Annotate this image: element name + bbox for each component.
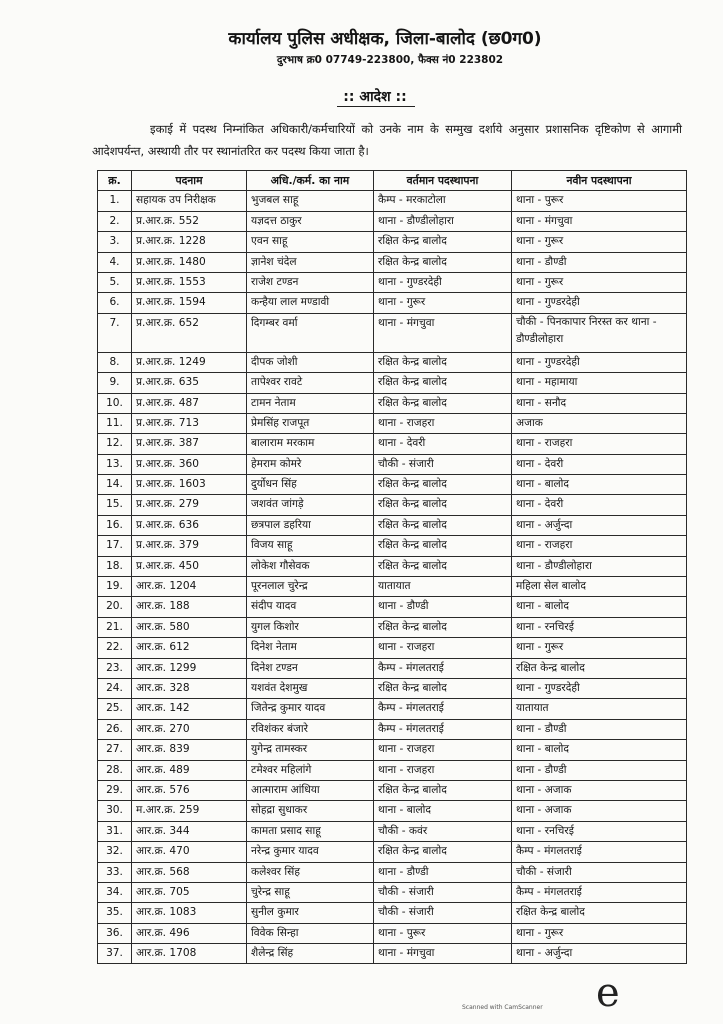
cell-current-posting: रक्षित केन्द्र बालोद: [374, 393, 512, 413]
cell-serial: 30.: [98, 801, 132, 821]
col-header-current-posting: वर्तमान पदस्थापना: [374, 171, 512, 191]
table-row: [98, 882, 687, 902]
cell-designation: प्र.आर.क्र. 1228: [132, 232, 247, 252]
table-row: [98, 862, 687, 882]
cell-name: हेमराम कोमरे: [247, 454, 374, 474]
cell-name: राजेश टण्डन: [247, 272, 374, 292]
cell-current-posting: थाना - राजहरा: [374, 760, 512, 780]
cell-name: सुनील कुमार: [247, 903, 374, 923]
cell-name: एवन साहू: [247, 232, 374, 252]
cell-serial: 8.: [98, 352, 132, 372]
table-row: [98, 272, 687, 292]
contact-line: दुरभाष क्र0 07749-223800, फैक्स नं0 223802: [276, 54, 504, 66]
table-row: [98, 313, 687, 352]
cell-current-posting: चौकी - कवंर: [374, 821, 512, 841]
cell-name: यज्ञदत्त ठाकुर: [247, 211, 374, 231]
table-row: [98, 232, 687, 252]
cell-designation: प्र.आर.क्र. 379: [132, 536, 247, 556]
cell-current-posting: रक्षित केन्द्र बालोद: [374, 556, 512, 576]
cell-serial: 33.: [98, 862, 132, 882]
cell-designation: आर.क्र. 489: [132, 760, 247, 780]
cell-serial: 5.: [98, 272, 132, 292]
cell-serial: 4.: [98, 252, 132, 272]
cell-serial: 31.: [98, 821, 132, 841]
order-heading: :: आदेश ::: [343, 89, 407, 105]
cell-new-posting: थाना - राजहरा: [512, 434, 687, 454]
table-body: [98, 191, 687, 964]
cell-new-posting: थाना - डौण्डी: [512, 719, 687, 739]
table-row: [98, 434, 687, 454]
table-row: [98, 780, 687, 800]
cell-designation: प्र.आर.क्र. 635: [132, 373, 247, 393]
cell-serial: 35.: [98, 903, 132, 923]
cell-current-posting: कैम्प - मंगलतराई: [374, 699, 512, 719]
cell-serial: 32.: [98, 842, 132, 862]
cell-name: दिनेश नेताम: [247, 638, 374, 658]
table-row: [98, 903, 687, 923]
cell-name: पूरनलाल चुरेन्द्र: [247, 577, 374, 597]
cell-current-posting: थाना - डौण्डी: [374, 597, 512, 617]
cell-designation: सहायक उप निरीक्षक: [132, 191, 247, 211]
cell-current-posting: थाना - गुरूर: [374, 293, 512, 313]
cell-serial: 7.: [98, 313, 132, 352]
table-row: [98, 454, 687, 474]
cell-current-posting: रक्षित केन्द्र बालोद: [374, 617, 512, 637]
cell-designation: आर.क्र. 188: [132, 597, 247, 617]
cell-serial: 10.: [98, 393, 132, 413]
table-row: [98, 413, 687, 433]
table-row: [98, 373, 687, 393]
cell-new-posting: थाना - बालोद: [512, 597, 687, 617]
cell-designation: प्र.आर.क्र. 1480: [132, 252, 247, 272]
table-header: [98, 171, 687, 191]
cell-new-posting: थाना - राजहरा: [512, 536, 687, 556]
cell-name: चुरेन्द्र साहू: [247, 882, 374, 902]
cell-new-posting: थाना - मंगचुवा: [512, 211, 687, 231]
cell-current-posting: थाना - डौण्डीलोहारा: [374, 211, 512, 231]
cell-new-posting: थाना - अर्जुन्दा: [512, 515, 687, 535]
cell-current-posting: थाना - बालोद: [374, 801, 512, 821]
cell-designation: आर.क्र. 839: [132, 740, 247, 760]
cell-current-posting: रक्षित केन्द्र बालोद: [374, 252, 512, 272]
cell-designation: आर.क्र. 470: [132, 842, 247, 862]
cell-new-posting: थाना - देवरी: [512, 495, 687, 515]
cell-new-posting: थाना - रनचिरई: [512, 617, 687, 637]
table-row: [98, 191, 687, 211]
office-title: कार्यालय पुलिस अधीक्षक, जिला-बालोद (छ0ग0): [228, 29, 542, 49]
cell-serial: 9.: [98, 373, 132, 393]
cell-name: युगल किशोर: [247, 617, 374, 637]
cell-current-posting: थाना - पुरूर: [374, 923, 512, 943]
cell-serial: 15.: [98, 495, 132, 515]
cell-current-posting: थाना - मंगचुवा: [374, 313, 512, 352]
cell-current-posting: यातायात: [374, 577, 512, 597]
cell-designation: आर.क्र. 142: [132, 699, 247, 719]
cell-current-posting: थाना - देवरी: [374, 434, 512, 454]
cell-new-posting: थाना - देवरी: [512, 454, 687, 474]
cell-serial: 16.: [98, 515, 132, 535]
cell-new-posting: थाना - डौण्डी: [512, 252, 687, 272]
cell-current-posting: चौकी - संजारी: [374, 454, 512, 474]
cell-new-posting: रक्षित केन्द्र बालोद: [512, 903, 687, 923]
cell-name: विवेक सिन्हा: [247, 923, 374, 943]
cell-name: दुर्योधन सिंह: [247, 475, 374, 495]
cell-name: दिगम्बर वर्मा: [247, 313, 374, 352]
cell-serial: 28.: [98, 760, 132, 780]
cell-new-posting: कैम्प - मंगलतराई: [512, 842, 687, 862]
cell-new-posting: थाना - अर्जुन्दा: [512, 944, 687, 964]
cell-current-posting: रक्षित केन्द्र बालोद: [374, 352, 512, 372]
cell-current-posting: थाना - राजहरा: [374, 413, 512, 433]
cell-name: दीपक जोशी: [247, 352, 374, 372]
cell-current-posting: रक्षित केन्द्र बालोद: [374, 515, 512, 535]
cell-designation: आर.क्र. 1204: [132, 577, 247, 597]
table-row: [98, 536, 687, 556]
cell-name: युगेन्द्र तामस्कर: [247, 740, 374, 760]
handwritten-mark: e: [596, 970, 620, 1016]
cell-name: यशवंत देशमुख: [247, 678, 374, 698]
cell-name: टमेश्वर महिलांगे: [247, 760, 374, 780]
cell-serial: 27.: [98, 740, 132, 760]
cell-new-posting: थाना - गुरूर: [512, 923, 687, 943]
cell-designation: प्र.आर.क्र. 387: [132, 434, 247, 454]
cell-current-posting: रक्षित केन्द्र बालोद: [374, 232, 512, 252]
table-row: [98, 515, 687, 535]
cell-serial: 3.: [98, 232, 132, 252]
cell-new-posting: चौकी - पिनकापार निरस्त कर थाना - डौण्डीलोहारा: [512, 313, 687, 352]
order-heading-underline: [337, 106, 415, 107]
cell-new-posting: थाना - गुरूर: [512, 272, 687, 292]
table-row: [98, 617, 687, 637]
cell-name: शैलेन्द्र सिंह: [247, 944, 374, 964]
cell-new-posting: यातायात: [512, 699, 687, 719]
cell-designation: प्र.आर.क्र. 279: [132, 495, 247, 515]
cell-serial: 25.: [98, 699, 132, 719]
table-row: [98, 293, 687, 313]
cell-designation: प्र.आर.क्र. 1594: [132, 293, 247, 313]
cell-new-posting: थाना - रनचिरई: [512, 821, 687, 841]
col-header-new-posting: नवीन पदस्थापना: [512, 171, 687, 191]
table-row: [98, 699, 687, 719]
cell-serial: 37.: [98, 944, 132, 964]
table-row: [98, 211, 687, 231]
table-row: [98, 678, 687, 698]
cell-new-posting: चौकी - संजारी: [512, 862, 687, 882]
cell-designation: आर.क्र. 328: [132, 678, 247, 698]
cell-designation: आर.क्र. 1083: [132, 903, 247, 923]
cell-current-posting: रक्षित केन्द्र बालोद: [374, 373, 512, 393]
cell-name: संदीप यादव: [247, 597, 374, 617]
table-row: [98, 393, 687, 413]
table-row: [98, 638, 687, 658]
cell-designation: आर.क्र. 1708: [132, 944, 247, 964]
cell-serial: 18.: [98, 556, 132, 576]
table-row: [98, 475, 687, 495]
cell-name: दिनेश टण्डन: [247, 658, 374, 678]
cell-designation: म.आर.क्र. 259: [132, 801, 247, 821]
cell-new-posting: थाना - अजाक: [512, 801, 687, 821]
cell-current-posting: रक्षित केन्द्र बालोद: [374, 842, 512, 862]
cell-name: टामन नेताम: [247, 393, 374, 413]
cell-serial: 24.: [98, 678, 132, 698]
cell-current-posting: थाना - गुण्डरदेही: [374, 272, 512, 292]
cell-name: कामता प्रसाद साहू: [247, 821, 374, 841]
cell-current-posting: थाना - राजहरा: [374, 740, 512, 760]
cell-current-posting: चौकी - संजारी: [374, 903, 512, 923]
cell-serial: 17.: [98, 536, 132, 556]
cell-new-posting: कैम्प - मंगलतराई: [512, 882, 687, 902]
cell-new-posting: रक्षित केन्द्र बालोद: [512, 658, 687, 678]
cell-designation: प्र.आर.क्र. 1249: [132, 352, 247, 372]
cell-current-posting: रक्षित केन्द्र बालोद: [374, 780, 512, 800]
cell-name: बालाराम मरकाम: [247, 434, 374, 454]
table-row: [98, 252, 687, 272]
col-header-designation: पदनाम: [132, 171, 247, 191]
table-row: [98, 760, 687, 780]
cell-serial: 23.: [98, 658, 132, 678]
cell-current-posting: थाना - मंगचुवा: [374, 944, 512, 964]
cell-new-posting: थाना - सनौद: [512, 393, 687, 413]
cell-new-posting: अजाक: [512, 413, 687, 433]
table-row: [98, 944, 687, 964]
cell-designation: आर.क्र. 612: [132, 638, 247, 658]
cell-serial: 22.: [98, 638, 132, 658]
cell-name: जितेन्द्र कुमार यादव: [247, 699, 374, 719]
cell-serial: 1.: [98, 191, 132, 211]
cell-name: छत्रपाल डहरिया: [247, 515, 374, 535]
table-row: [98, 801, 687, 821]
cell-new-posting: थाना - बालोद: [512, 475, 687, 495]
cell-designation: आर.क्र. 344: [132, 821, 247, 841]
cell-new-posting: थाना - डौण्डीलोहारा: [512, 556, 687, 576]
cell-serial: 6.: [98, 293, 132, 313]
cell-serial: 14.: [98, 475, 132, 495]
cell-new-posting: थाना - गुरूर: [512, 638, 687, 658]
cell-new-posting: थाना - बालोद: [512, 740, 687, 760]
cell-designation: प्र.आर.क्र. 1603: [132, 475, 247, 495]
cell-name: रविशंकर बंजारे: [247, 719, 374, 739]
cell-name: सोहद्रा सुधाकर: [247, 801, 374, 821]
cell-name: आत्माराम आंधिया: [247, 780, 374, 800]
table-row: [98, 740, 687, 760]
cell-designation: आर.क्र. 270: [132, 719, 247, 739]
cell-serial: 26.: [98, 719, 132, 739]
table-row: [98, 597, 687, 617]
cell-designation: आर.क्र. 496: [132, 923, 247, 943]
cell-name: जशवंत जांगड़े: [247, 495, 374, 515]
table-row: [98, 821, 687, 841]
cell-name: नरेन्द्र कुमार यादव: [247, 842, 374, 862]
cell-name: कलेश्वर सिंह: [247, 862, 374, 882]
cell-name: प्रेमसिंह राजपूत: [247, 413, 374, 433]
scanner-watermark: Scanned with CamScanner: [462, 1004, 543, 1011]
cell-new-posting: थाना - महामाया: [512, 373, 687, 393]
cell-serial: 29.: [98, 780, 132, 800]
cell-serial: 2.: [98, 211, 132, 231]
cell-new-posting: थाना - डौण्डी: [512, 760, 687, 780]
cell-designation: प्र.आर.क्र. 450: [132, 556, 247, 576]
cell-new-posting: थाना - गुण्डरदेही: [512, 352, 687, 372]
cell-current-posting: कैम्प - मंगलतराई: [374, 719, 512, 739]
cell-designation: आर.क्र. 568: [132, 862, 247, 882]
table-row: [98, 352, 687, 372]
cell-current-posting: रक्षित केन्द्र बालोद: [374, 495, 512, 515]
header-row: [98, 171, 687, 191]
cell-designation: प्र.आर.क्र. 652: [132, 313, 247, 352]
col-header-name: अधि./कर्म. का नाम: [247, 171, 374, 191]
cell-serial: 36.: [98, 923, 132, 943]
table-row: [98, 556, 687, 576]
cell-designation: प्र.आर.क्र. 487: [132, 393, 247, 413]
table-row: [98, 495, 687, 515]
cell-designation: आर.क्र. 576: [132, 780, 247, 800]
cell-current-posting: रक्षित केन्द्र बालोद: [374, 678, 512, 698]
cell-name: ज्ञानेश चंदेल: [247, 252, 374, 272]
transfer-table: [97, 170, 687, 964]
cell-name: भुजबल साहू: [247, 191, 374, 211]
cell-serial: 19.: [98, 577, 132, 597]
cell-designation: आर.क्र. 580: [132, 617, 247, 637]
cell-new-posting: थाना - अजाक: [512, 780, 687, 800]
cell-current-posting: थाना - डौण्डी: [374, 862, 512, 882]
table-row: [98, 842, 687, 862]
cell-new-posting: थाना - गुण्डरदेही: [512, 678, 687, 698]
cell-serial: 11.: [98, 413, 132, 433]
table-row: [98, 658, 687, 678]
cell-designation: आर.क्र. 705: [132, 882, 247, 902]
cell-new-posting: थाना - गुण्डरदेही: [512, 293, 687, 313]
cell-name: लोकेश गौसेवक: [247, 556, 374, 576]
cell-name: विजय साहू: [247, 536, 374, 556]
cell-serial: 13.: [98, 454, 132, 474]
cell-current-posting: कैम्प - मंगलतराई: [374, 658, 512, 678]
cell-current-posting: रक्षित केन्द्र बालोद: [374, 475, 512, 495]
table-row: [98, 719, 687, 739]
cell-serial: 12.: [98, 434, 132, 454]
cell-designation: प्र.आर.क्र. 636: [132, 515, 247, 535]
cell-designation: प्र.आर.क्र. 360: [132, 454, 247, 474]
cell-serial: 20.: [98, 597, 132, 617]
cell-serial: 34.: [98, 882, 132, 902]
cell-new-posting: महिला सेल बालोद: [512, 577, 687, 597]
cell-serial: 21.: [98, 617, 132, 637]
cell-current-posting: थाना - राजहरा: [374, 638, 512, 658]
table-row: [98, 923, 687, 943]
table-row: [98, 577, 687, 597]
cell-designation: प्र.आर.क्र. 552: [132, 211, 247, 231]
cell-name: तापेश्वर रावटे: [247, 373, 374, 393]
cell-new-posting: थाना - पुरूर: [512, 191, 687, 211]
cell-designation: प्र.आर.क्र. 1553: [132, 272, 247, 292]
cell-new-posting: थाना - गुरूर: [512, 232, 687, 252]
intro-paragraph: इकाई में पदस्थ निम्नांकित अधिकारी/कर्मचारियों को उनके नाम के सम्मुख दर्शाये अनुसार प्रशासनिक दृष्टिकोण से आगामी आदेशपर्यन्त, अस्थायी तौर पर स्थानांतरित कर पदस्थ किया जाता है।: [92, 122, 682, 158]
cell-name: कन्हैया लाल मण्डावी: [247, 293, 374, 313]
cell-designation: प्र.आर.क्र. 713: [132, 413, 247, 433]
cell-current-posting: चौकी - संजारी: [374, 882, 512, 902]
cell-designation: आर.क्र. 1299: [132, 658, 247, 678]
col-header-serial: क्र.: [98, 171, 132, 191]
cell-current-posting: कैम्प - मरकाटोला: [374, 191, 512, 211]
cell-current-posting: रक्षित केन्द्र बालोद: [374, 536, 512, 556]
